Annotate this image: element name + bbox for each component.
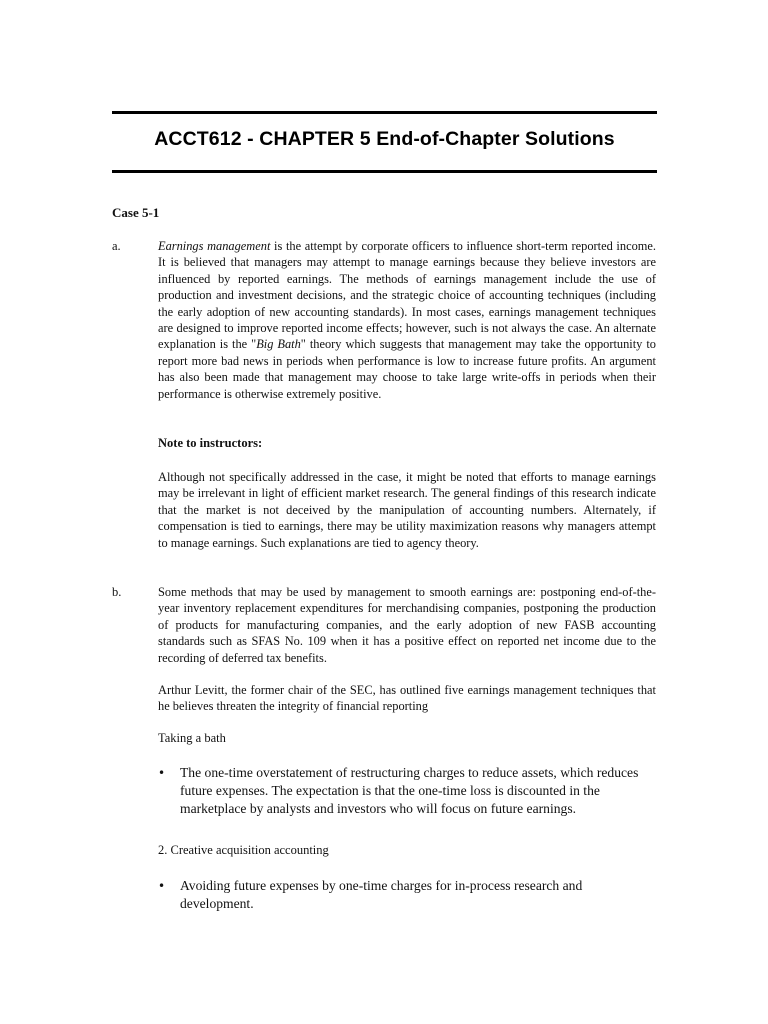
section-a-text-part1: is the attempt by corporate officers to influence short-term reported income. It is believed that managers may attempt to manage earnings because they believe investors are influenced by reported earnings. The methods of earnings management include the use of production and investment decisions, and the strategic choice of accounting techniques (including the early adoption of new accounting standards). In most cases, earnings management techniques are designed to improve reported income effects; however, such is not always the case. An alternate explanation is the " [158,239,656,352]
title-rule-bottom [112,170,657,173]
bullet-item-1 [158,764,658,818]
section-a-marker: a. [112,239,121,253]
title-rule-top [112,111,657,114]
case-heading: Case 5-1 [112,205,160,220]
technique-2-label: 2. Creative acquisition accounting [158,843,329,857]
bullet-icon: • [158,879,166,893]
bullet-item-1-text: The one-time overstatement of restructuring charges to reduce assets, which reduces future expenses. The expectation is that the one-time loss is discounted in the marketplace by analysts and investors who will focus on future earnings. [180,765,639,816]
bullet-item-2 [158,877,658,913]
note-to-instructors-text: Although not specifically addressed in the case, it might be noted that efforts to manage earnings may be irrelevant in light of efficient market research. The general findings of this research indicate that the market is not deceived by the manipulation of accounting numbers. Alternately, if compensation is tied to earnings, there may be utility maximization reasons why managers attempt to manage earnings. Such explanations are tied to agency theory. [158,470,656,550]
section-b-marker: b. [112,585,122,599]
bullet-icon: • [158,766,166,780]
section-a-paragraph [158,238,656,402]
section-b-paragraph-1: Some methods that may be used by management to smooth earnings are: postponing end-of-the-year inventory replacement expenditures for merchandising companies, postponing the production of products for manufacturing companies, and the early adoption of new FASB accounting standards such as SFAS No. 109 when it has a positive effect on reported net income due to the recording of deferred tax benefits. [158,585,656,665]
document-title: ACCT612 - CHAPTER 5 End-of-Chapter Solutions [154,128,615,150]
technique-1-label: Taking a bath [158,731,226,745]
bullet-item-2-text: Avoiding future expenses by one-time charges for in-process research and development. [180,878,583,911]
section-b-paragraph-2: Arthur Levitt, the former chair of the SEC, has outlined five earnings management techniques that he believes threaten the integrity of financial reporting [158,683,656,714]
section-a-text-part2: " theory which suggests that management may take the opportunity to report more bad news in periods when performance is low to increase future profits. An argument has also been made that management may choose to take large write-offs in periods when their performance is otherwise extremely positive. [158,337,656,401]
earnings-management-term: Earnings management [158,239,271,253]
big-bath-term: Big Bath [256,337,301,352]
note-to-instructors-heading: Note to instructors: [158,436,263,450]
